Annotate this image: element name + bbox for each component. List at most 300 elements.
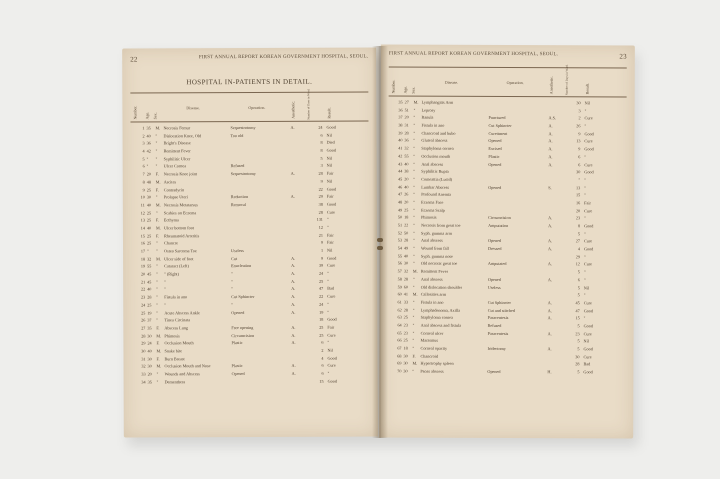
row-result: Cure [326,209,336,215]
row-number: 1 [142,125,145,131]
row-disease: Anal abscess [420,237,443,244]
row-disease: Gluteal abscess [421,138,448,144]
row-result: Nil [583,338,589,344]
row-sex: " [155,194,158,200]
row-age: 20 [147,371,152,377]
row-sex: " [156,379,159,385]
row-age: 24 [147,340,152,346]
row-sex: " [412,307,415,313]
row-disease: Marasmus [420,337,439,344]
row-number: 8 [142,179,145,185]
row-result: " [584,215,586,221]
row-number: 16 [140,240,146,246]
row-disease: Fistula in ano [421,122,445,128]
row-number: 14 [140,225,145,231]
header-sex: Sex. [410,86,416,94]
row-sex: " [413,130,416,136]
row-number: 12 [140,210,145,216]
row-disease: Syphilitic Ulcer [163,156,191,162]
row-disease: Phimosis [421,214,437,221]
row-sex: " [155,156,158,162]
row-number: 56 [397,260,402,266]
row-age: 55 [147,263,152,269]
row-operation: Dressed [487,245,502,252]
row-days: 24 [318,124,323,130]
row-disease: Osteo Sarcoma Toe [164,248,197,254]
row-sex: M. [156,332,162,338]
row-sex: M. [412,360,418,366]
row-number: 37 [398,114,403,120]
row-disease: " [164,286,166,292]
row-sex: " [412,330,415,336]
row-days: 4 [577,246,580,252]
row-disease: Scabies on Eczema [163,209,197,215]
row-result: Good [583,307,594,313]
row-age: 25 [146,217,152,223]
row-age: 18 [404,214,409,220]
row-disease: Snake bite [164,348,183,354]
row-sex: " [156,294,158,300]
row-operation: Punctured [488,115,506,121]
row-days: 23 [575,330,580,336]
row-age: 49 [403,245,409,251]
row-result: Fair [326,239,334,245]
row-anesthetic: A. [290,193,295,200]
row-disease: Occlusion Mouth and Nose [164,363,211,369]
row-operation: Curettment [488,130,508,136]
row-anesthetic: A. [291,293,296,299]
row-age: 40 [404,184,409,190]
row-anesthetic: A. [547,346,552,352]
row-number: 31 [141,356,146,362]
row-days: 12 [318,224,323,230]
binding-stitch [377,246,383,250]
row-result: Fair [326,170,334,176]
row-operation: Removal [230,201,246,207]
row-number: 55 [397,253,402,259]
row-disease: Burn Breast [164,355,185,361]
row-age: 50 [404,230,409,236]
row-number: 28 [141,333,146,339]
row-days: 30 [576,169,581,175]
row-operation: Free opening [231,324,254,330]
row-disease: Staphyloma cornea [420,314,453,321]
row-number: 29 [141,340,146,346]
row-number: 23 [141,294,146,300]
row-operation: Useless [231,248,244,254]
row-age: 30 [403,360,408,366]
row-anesthetic: A. [548,123,553,129]
row-number: 22 [141,286,146,292]
header-days: Number of Days in Ward. [564,64,569,96]
row-age: 37 [147,317,152,323]
row-sex: " [156,248,158,254]
row-disease: Corneal ulcer [420,330,444,336]
row-operation: Cut [231,255,238,261]
row-result: Cure [584,207,593,213]
row-result: " [584,184,586,190]
row-sex: M. [412,291,418,297]
row-anesthetic: A.S. [548,115,557,121]
left-table-body [130,123,369,385]
row-days: 4 [321,355,324,361]
row-disease: Ulcer side of foot [164,255,194,262]
row-days: 9 [578,131,581,137]
row-operation: Excised [488,146,502,152]
row-operation: Refused [487,322,502,328]
row-number: 25 [141,309,146,315]
row-age: 48 [146,179,151,185]
row-disease: Remittent Fever [420,268,448,274]
row-disease: Anal abscess [420,276,443,282]
row-days: 5 [577,284,580,290]
row-result: " [584,177,586,183]
row-result: Cure [327,332,336,338]
row-number: 4 [142,148,145,154]
row-sex: " [412,284,415,290]
row-number: 61 [397,299,402,305]
header-age: Age. [144,111,150,120]
row-days: 22 [319,293,324,299]
row-result: Nil [326,178,333,184]
row-sex: " [412,345,415,351]
row-age: 40 [147,286,152,292]
row-age: 26 [404,191,409,197]
row-anesthetic: A. [547,330,552,336]
row-operation: Plastic [231,363,243,369]
row-number: 6 [142,163,145,169]
row-operation: Plastic [488,153,500,159]
row-age: 40 [404,161,409,167]
row-sex: " [412,337,415,343]
row-result: Cure [584,138,593,144]
row-age: 30 [403,260,409,267]
book-gutter [372,46,388,438]
row-result: Fair [327,324,335,330]
row-days: 28 [318,209,323,215]
header-number: Number. [132,105,138,120]
row-result: Nil [327,347,333,353]
row-result: Good [583,246,594,252]
row-age: 30 [403,368,408,374]
left-page-number: 22 [130,55,138,64]
row-sex: " [413,222,415,228]
row-days: 28 [318,170,323,176]
row-sex: F. [155,186,159,192]
row-result: Bad [583,361,591,367]
right-running-head [389,51,627,60]
row-disease: Necrosis Femur [163,125,191,131]
row-age: 30 [146,194,151,200]
row-sex: " [412,322,415,328]
row-days: 6 [321,339,324,345]
header-result: Result. [326,107,332,119]
row-disease: " [164,302,167,308]
row-operation: Reduction [230,194,249,200]
row-number: 10 [140,194,145,200]
row-anesthetic: A. [291,324,296,330]
row-age: 25 [147,302,152,308]
row-result: " [584,123,587,129]
row-disease: Ecthyma [163,217,179,223]
row-number: 42 [398,153,403,159]
row-disease: Contradyrin [163,186,185,192]
row-sex: F. [155,233,160,239]
row-operation: Circumcision [488,215,511,221]
row-days: 13 [576,138,581,144]
row-days: 6 [578,161,581,167]
row-sex: " [413,145,416,151]
row-sex: " [413,199,415,205]
row-age: 28 [403,307,408,313]
row-result: Bad [327,286,334,292]
row-sex: " [413,214,415,220]
row-age: 51 [404,107,409,113]
row-days: 6 [577,277,580,283]
row-number: 46 [398,184,403,190]
row-sex: M. [156,256,161,262]
row-number: 60 [397,291,402,297]
row-anesthetic: A. [548,130,553,136]
row-sex: M. [155,179,161,185]
row-result: Cure [327,263,336,269]
row-number: 19 [140,263,146,269]
row-number: 62 [397,307,402,313]
row-anesthetic: A. [291,278,296,284]
row-number: 58 [397,276,402,282]
row-disease: Old dislocation shoulder [420,284,462,290]
row-age: 36 [404,137,409,144]
row-days: 6 [321,370,324,376]
row-disease: Lymphangitis Arm [421,99,454,105]
row-days: 20 [575,207,581,213]
row-anesthetic: A. [291,286,296,292]
row-age: 25 [146,233,152,239]
row-number: 53 [397,237,403,243]
row-sex: M. [155,225,161,231]
row-days: 1 [320,247,324,253]
row-sex: " [412,261,415,267]
row-number: 17 [140,248,146,254]
row-days: 26 [576,123,581,129]
row-days: 39 [318,263,324,269]
row-operation: Opened [231,309,245,315]
row-operation: Cut Sphincter [487,299,511,305]
row-sex: F. [156,356,160,362]
row-days: 5 [577,269,580,275]
row-operation: Paracentesis [487,315,509,321]
row-operation: " [231,286,233,292]
row-age: 36 [146,140,151,146]
row-disease: Psoas abscess [420,368,444,374]
row-disease: Necrosis Knee joint [163,171,197,177]
row-days: 16 [575,200,581,206]
row-sex: F. [155,171,159,177]
row-anesthetic: A. [290,170,295,176]
row-age: 35 [146,125,151,131]
row-result: " [326,224,329,230]
row-disease: Old necrotic great toe [420,261,458,267]
row-result: Fair [326,193,334,199]
row-days: 30 [575,353,580,360]
row-sex: " [156,317,159,323]
row-disease: Wounds and Abscess [164,371,200,377]
row-disease: Fistula in ano [164,294,188,300]
row-sex: M. [156,363,162,369]
row-disease: " (Right) [164,271,180,277]
row-disease: " [164,279,166,285]
row-disease: Necrosis from great toe [421,222,461,228]
row-operation: Circumcision [231,332,254,338]
row-age: 40 [147,348,152,354]
row-number: 66 [397,337,402,343]
row-anesthetic: A. [547,307,552,313]
row-sex: " [413,168,416,174]
row-age: 25 [403,337,408,343]
row-disease: Lumbar Abscess [421,184,450,190]
row-age: 30 [147,363,152,369]
row-age: 45 [147,279,152,285]
row-sex: " [413,191,415,197]
row-result: " [584,192,586,198]
row-days: 30 [576,100,581,106]
row-sex: M. [413,99,419,105]
row-anesthetic: A. [548,146,553,152]
row-disease: Ulcer Cornea [163,163,187,169]
row-disease: Dementhera [164,378,186,385]
row-disease: Remittent Fever [163,148,191,154]
row-result: Good [327,316,337,322]
row-number: 21 [140,279,146,285]
row-number: 30 [141,348,146,354]
row-number: 24 [141,302,146,308]
row-result: Cure [583,300,592,306]
row-number: 64 [397,322,402,328]
row-days: 9 [578,146,581,152]
row-days: 22 [318,186,323,192]
row-operation: Useless [487,284,501,290]
table-title: HOSPITAL IN-PATIENTS IN DETAIL. [186,77,313,87]
row-days: 5 [577,292,580,298]
left-running-head-text: FIRST ANNUAL REPORT KOREAN GOVERNMENT HOSPITAL, SEOUL. [198,54,369,61]
row-sex: " [156,263,158,269]
row-anesthetic: A. [548,153,553,160]
row-operation: Opened [487,238,502,244]
row-days: 12 [575,261,580,267]
row-age: 31 [404,122,409,128]
table-row [387,368,625,377]
row-days: 47 [575,307,580,313]
row-days: 5 [577,338,580,344]
row-sex: " [155,209,158,215]
row-anesthetic: A. [291,370,296,376]
row-result: Good [583,369,593,375]
row-days: 8 [320,147,323,153]
row-days: 8 [577,223,581,229]
row-disease: Occlusion mouth [421,153,451,159]
row-number: 26 [141,317,146,323]
row-number: 33 [141,371,146,377]
row-disease: Anal abscess and fistula [420,322,462,328]
row-result: " [327,370,330,376]
row-sex: " [412,368,415,374]
row-result: " [583,315,586,321]
row-number: 49 [397,207,403,213]
row-sex: " [156,371,159,377]
row-age: 30 [147,356,152,362]
row-days: 5 [577,323,580,329]
row-result: Nil [326,155,333,161]
row-operation: Sequestrotomy [230,124,256,131]
left-table-header [130,88,368,122]
row-age: " [147,248,149,254]
row-number: 13 [140,217,145,223]
row-result: " [583,254,586,260]
row-age: 30 [147,332,152,339]
row-operation: Opened [488,138,502,144]
header-operation: Operation. [506,79,524,86]
row-age: 20 [146,171,151,177]
row-number: 69 [397,360,402,366]
row-number: 35 [398,99,403,105]
row-result: Nil [327,247,333,253]
row-result: Cure [583,238,593,244]
row-age: 23 [403,322,408,328]
row-result: Nil [583,284,590,290]
row-age: 25 [146,209,152,216]
row-days: 6 [321,362,324,369]
row-result: Nil [584,100,590,106]
row-number: 18 [140,256,146,262]
row-days: 3 [578,107,581,114]
row-disease: Ranula [421,115,434,121]
row-sex: " [155,133,158,139]
row-age: 20 [404,114,409,120]
row-number: 68 [397,353,402,359]
row-disease: Tinea Circinata [164,317,191,323]
row-sex: " [413,207,415,213]
row-sex: " [413,107,416,113]
row-days: 25 [318,278,324,284]
row-days: 19 [319,309,324,315]
row-result: Cure [584,115,593,121]
row-anesthetic: A. [547,261,552,267]
row-days: 28 [575,361,580,367]
header-disease: Disease. [444,79,459,85]
row-disease: Syph. gumma arm [421,230,452,236]
row-days: 6 [320,132,323,138]
row-age: 19 [147,309,152,315]
row-sex: " [413,114,416,120]
row-operation: Plastic [231,340,243,346]
row-age: 32 [147,256,152,262]
row-days: 5 [577,346,580,352]
row-anesthetic: A. [547,238,553,244]
row-anesthetic: A. [291,309,296,315]
row-operation: " [231,278,233,284]
row-age: 25 [146,186,151,192]
row-days: 47 [319,286,324,292]
row-result: " [327,309,330,315]
row-days: 2 [321,347,324,353]
row-disease: Rheumatoid Arteritis [163,232,200,239]
row-sex: " [413,138,416,144]
row-sex: M. [155,125,161,131]
row-operation: Paracentesis [487,330,509,336]
row-anesthetic: S. [548,184,552,190]
row-operation: Cut Sphincter [231,294,255,300]
row-result: Good [327,355,337,361]
